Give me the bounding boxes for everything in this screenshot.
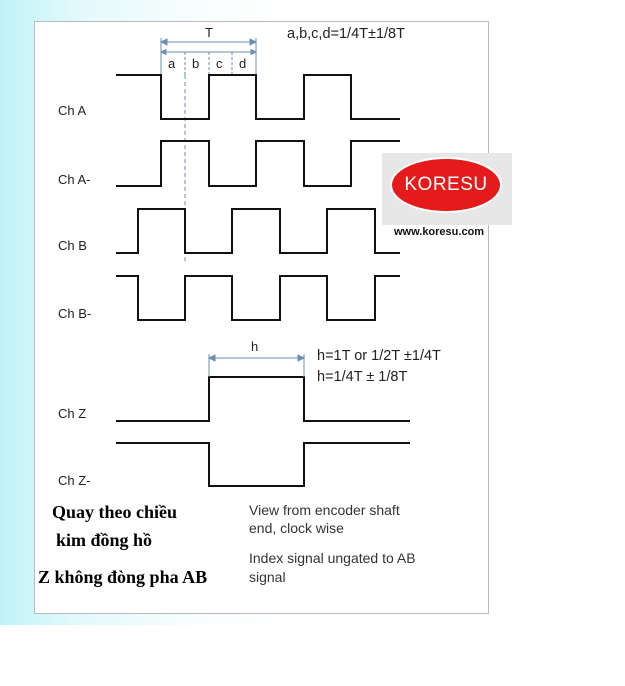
view-note-line2: end, clock wise bbox=[249, 520, 344, 536]
h-formula-2: h=1/4T ± 1/8T bbox=[317, 369, 408, 385]
ch-b-waveform bbox=[116, 209, 400, 253]
vietnamese-line2: kim đồng hồ bbox=[56, 530, 153, 550]
ch-b-label: Ch B bbox=[58, 238, 87, 253]
segment-c-label: c bbox=[216, 56, 223, 71]
vietnamese-line3: Z không đòng pha AB bbox=[38, 567, 208, 587]
koresu-logo bbox=[382, 153, 512, 225]
ch-a-label: Ch A bbox=[58, 103, 87, 118]
segment-d-label: d bbox=[239, 56, 247, 71]
ch-z-label: Ch Z bbox=[58, 406, 87, 421]
h-dimension bbox=[209, 354, 304, 377]
segment-b-label: b bbox=[192, 56, 200, 71]
ch-a-inv-label: Ch A- bbox=[58, 172, 91, 187]
timing-formula: a,b,c,d=1/4T±1/8T bbox=[287, 26, 405, 42]
vietnamese-line1: Quay theo chiều bbox=[52, 502, 178, 522]
ch-b-inv-waveform bbox=[116, 276, 400, 320]
ch-z-inv-waveform bbox=[116, 443, 410, 486]
ch-z-inv-label: Ch Z- bbox=[58, 473, 91, 488]
koresu-logo-oval: KORESU bbox=[390, 157, 502, 213]
h-label: h bbox=[251, 339, 259, 354]
ch-a-inv-waveform bbox=[116, 141, 400, 186]
koresu-url: www.koresu.com bbox=[394, 226, 485, 238]
index-note-line2: signal bbox=[249, 569, 286, 585]
view-note-line1: View from encoder shaft bbox=[249, 502, 400, 518]
h-formula-1: h=1T or 1/2T ±1/4T bbox=[317, 348, 441, 364]
ch-a-waveform bbox=[116, 75, 400, 119]
ch-b-inv-label: Ch B- bbox=[58, 306, 92, 321]
index-note-line1: Index signal ungated to AB bbox=[249, 550, 416, 566]
segment-a-label: a bbox=[168, 56, 176, 71]
period-label: T bbox=[205, 25, 213, 40]
